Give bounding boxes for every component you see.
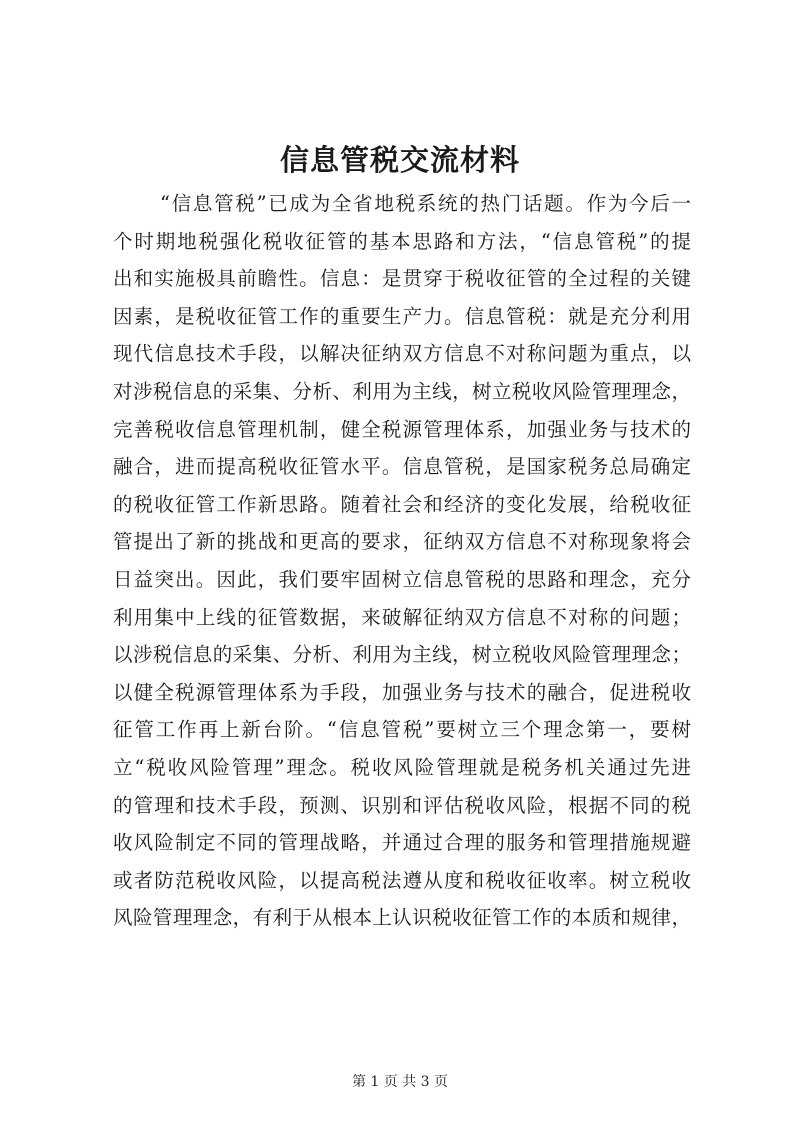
body-line: 出和实施极具前瞻性。信息：是贯穿于税收征管的全过程的关键 (113, 267, 691, 291)
body-line: 立“税收风险管理”理念。税收风险管理就是税务机关通过先进 (113, 755, 691, 779)
body-line: 的税收征管工作新思路。随着社会和经济的变化发展，给税收征 (113, 492, 691, 516)
body-line: 对涉税信息的采集、分析、利用为主线，树立税收风险管理理念， (113, 379, 691, 403)
body-line: 利用集中上线的征管数据，来破解征纳双方信息不对称的问题； (113, 605, 691, 629)
body-line: 现代信息技术手段，以解决征纳双方信息不对称问题为重点，以 (113, 342, 691, 366)
body-line: 融合，进而提高税收征管水平。信息管税，是国家税务总局确定 (113, 455, 691, 479)
body-line: 或者防范税收风险，以提高税法遵从度和税收征收率。树立税收 (113, 868, 691, 892)
body-line: 管提出了新的挑战和更高的要求，征纳双方信息不对称现象将会 (113, 530, 691, 554)
body-line: 日益突出。因此，我们要牢固树立信息管税的思路和理念，充分 (113, 567, 691, 591)
document-body (113, 185, 691, 937)
body-line: 征管工作再上新台阶。“信息管税”要树立三个理念第一，要树 (113, 718, 691, 742)
body-line: 风险管理理念，有利于从根本上认识税收征管工作的本质和规律， (113, 906, 691, 930)
body-line: 以健全税源管理体系为手段，加强业务与技术的融合，促进税收 (113, 680, 691, 704)
body-line: 收风险制定不同的管理战略，并通过合理的服务和管理措施规避 (113, 831, 691, 855)
body-line: 以涉税信息的采集、分析、利用为主线，树立税收风险管理理念； (113, 643, 691, 667)
body-line: 个时期地税强化税收征管的基本思路和方法，“信息管税”的提 (113, 229, 691, 253)
body-line: 的管理和技术手段，预测、识别和评估税收风险，根据不同的税 (113, 793, 691, 817)
body-line: 完善税收信息管理机制，健全税源管理体系，加强业务与技术的 (113, 417, 691, 441)
page-number: 第 1 页 共 3 页 (351, 1074, 449, 1090)
body-line: 因素，是税收征管工作的重要生产力。信息管税：就是充分利用 (113, 304, 691, 328)
body-line: “信息管税”已成为全省地税系统的热门话题。作为今后一 (160, 192, 691, 215)
document-title: 信息管税交流材料 (279, 143, 520, 177)
